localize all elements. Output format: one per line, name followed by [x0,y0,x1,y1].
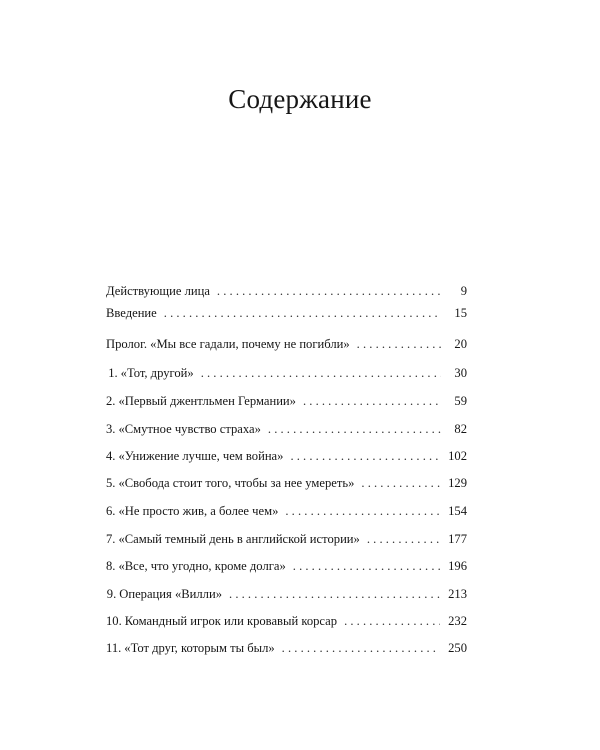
toc-entry-page: 102 [448,449,467,463]
dot-leader [367,529,440,549]
toc-entry-number: 9. [106,587,117,601]
toc-entry-label: Введение [106,306,157,320]
toc-entry-number: 7. [106,532,116,546]
toc-entry-prologue[interactable] [106,334,467,354]
dot-leader [268,419,441,439]
toc-entry-label: «Первый джентльмен Германии» [118,394,296,408]
toc-entry-number: 8. [106,559,116,573]
toc-entry-page: 9 [460,284,467,298]
toc-entry-number: 3. [106,422,116,436]
toc-entry-number: 11. [106,641,122,655]
toc-entry-chapter-7[interactable] [106,529,467,549]
dot-leader [290,446,440,466]
dot-leader [303,391,441,411]
toc-entry-characters[interactable] [106,281,467,301]
toc-entry-page: 232 [448,614,467,628]
dot-leader [164,303,441,323]
toc-entry-label: «Тот, другой» [120,366,194,380]
toc-entry-number: 1. [108,366,118,380]
toc-entry-label: «Свобода стоит того, чтобы за нее умереть» [118,476,355,490]
toc-entry-page: 20 [454,337,467,351]
toc-entry-chapter-2[interactable] [106,391,467,411]
toc-entry-number: 2. [106,394,116,408]
dot-leader [282,638,440,658]
toc-entry-chapter-5[interactable] [106,473,467,493]
toc-entry-label: «Тот друг, которым ты был» [124,641,275,655]
page-title: Содержание [228,84,372,114]
dot-leader [344,611,440,631]
dot-leader [293,556,440,576]
toc-entry-number: 4. [106,449,116,463]
toc-entry-label: Операция «Вилли» [119,587,223,601]
toc-entry-page: 15 [454,306,467,320]
toc-entry-page: 129 [448,476,467,490]
toc-entry-page: 177 [448,532,467,546]
toc-entry-label: Командный игрок или кровавый корсар [124,614,338,628]
toc-entry-page: 59 [454,394,467,408]
toc-entry-page: 213 [448,587,467,601]
toc-entry-chapter-1[interactable] [106,363,467,383]
toc-entry-label: «Все, что угодно, кроме долга» [118,559,286,573]
toc-entry-chapter-6[interactable] [106,501,467,521]
toc-entry-chapter-10[interactable] [106,611,467,631]
toc-entry-page: 196 [448,559,467,573]
toc-entry-label: «Не просто жив, а более чем» [118,504,279,518]
toc-entry-label: Действующие лица [106,284,210,298]
toc-entry-chapter-9[interactable] [106,584,467,604]
toc-entry-label: «Самый темный день в английской истории» [118,532,360,546]
toc-entry-introduction[interactable] [106,303,467,323]
toc-entry-label: Пролог. «Мы все гадали, почему не погибли» [106,337,350,351]
dot-leader [285,501,440,521]
toc-entry-page: 30 [454,366,467,380]
toc-entry-page: 82 [454,422,467,436]
toc-entry-number: 5. [106,476,116,490]
toc-entry-page: 250 [448,641,467,655]
toc-entry-chapter-3[interactable] [106,419,467,439]
dot-leader [357,334,441,354]
toc-entry-number: 10. [106,614,122,628]
toc-entry-label: «Смутное чувство страха» [118,422,261,436]
toc-entry-chapter-11[interactable] [106,638,467,658]
dot-leader [217,281,441,301]
toc-entry-label: «Унижение лучше, чем война» [118,449,284,463]
toc-entry-page: 154 [448,504,467,518]
dot-leader [361,473,440,493]
toc-entry-chapter-8[interactable] [106,556,467,576]
dot-leader [229,584,440,604]
toc-entry-number: 6. [106,504,116,518]
dot-leader [201,363,441,383]
toc-entry-chapter-4[interactable] [106,446,467,466]
